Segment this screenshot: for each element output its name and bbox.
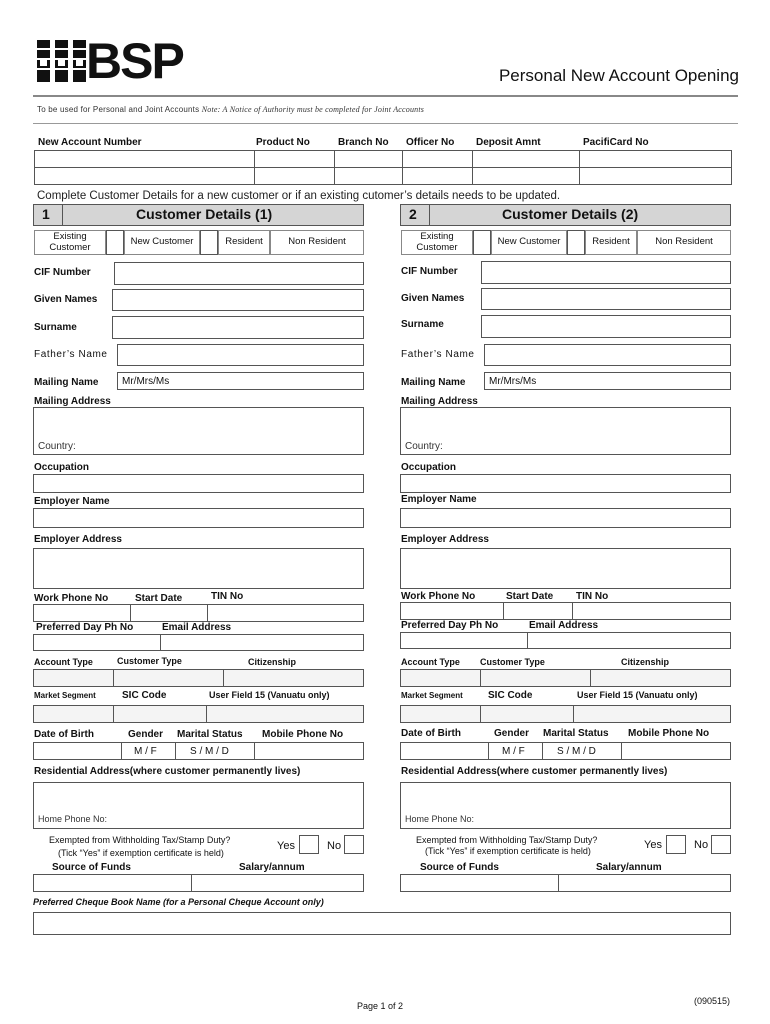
exempt-no-checkbox-1[interactable] (344, 835, 364, 854)
mobile-input-1[interactable] (254, 742, 364, 760)
col-officer-no: Officer No (406, 137, 455, 148)
source-funds-input-2[interactable] (400, 874, 559, 892)
market-segment-label-1: Market Segment (34, 691, 96, 700)
cheque-book-label: Preferred Cheque Book Name (for a Personal Cheque Account only) (33, 897, 324, 907)
email-label-1: Email Address (162, 622, 232, 633)
exempt-line1-1: Exempted from Withholding Tax/Stamp Duty? (49, 835, 231, 845)
pacificard-no-input-1[interactable] (579, 150, 732, 168)
fathers-name-input-2[interactable] (484, 344, 731, 366)
citizenship-input-1[interactable] (223, 669, 364, 687)
pacificard-no-input-2[interactable] (579, 167, 732, 185)
pref-day-ph-input-1[interactable] (33, 634, 161, 651)
given-names-label-2: Given Names (401, 293, 465, 304)
non-resident-option-1[interactable]: Non Resident (270, 230, 364, 255)
new-customer-checkbox-2[interactable] (567, 230, 585, 255)
mailing-name-value-1: Mr/Mrs/Ms (122, 376, 170, 387)
exempt-yes-checkbox-2[interactable] (666, 835, 686, 854)
mailing-address-label-1: Mailing Address (34, 396, 111, 407)
pref-day-ph-label-1: Preferred Day Ph No (36, 622, 134, 633)
cif-number-input-2[interactable] (481, 261, 731, 284)
citizenship-label-1: Citizenship (248, 657, 297, 667)
occupation-input-1[interactable] (33, 474, 364, 493)
cheque-book-input[interactable] (33, 912, 731, 935)
marital-options-2: S / M / D (557, 746, 596, 757)
mobile-label-1: Mobile Phone No (262, 729, 344, 740)
subtitle-prefix: To be used for Personal and Joint Accounts (37, 105, 200, 114)
branch-no-input-1[interactable] (334, 150, 403, 168)
product-no-input-2[interactable] (254, 167, 335, 185)
work-phone-label-1: Work Phone No (34, 593, 109, 604)
pref-day-ph-input-2[interactable] (400, 632, 528, 649)
user-field-input-2[interactable] (573, 705, 731, 723)
country-label-2: Country: (405, 441, 443, 452)
employer-address-input-2[interactable] (400, 548, 731, 589)
market-segment-label-2: Market Segment (401, 691, 463, 700)
gender-label-2: Gender (494, 728, 530, 739)
exempt-yes-label-1: Yes (277, 840, 295, 852)
account-type-label-2: Account Type (401, 657, 460, 667)
employer-name-label-2: Employer Name (401, 494, 477, 505)
instruction-text: Complete Customer Details for a new customer or if an existing cutomer’s details needs to be updated. (37, 190, 561, 202)
dob-label-1: Date of Birth (34, 729, 94, 740)
gender-options-1: M / F (134, 746, 157, 757)
panel-2-number: 2 (409, 206, 417, 222)
existing-customer-checkbox-2[interactable] (473, 230, 491, 255)
email-label-2: Email Address (529, 620, 599, 631)
citizenship-input-2[interactable] (590, 669, 731, 687)
existing-customer-option-2[interactable]: Existing Customer (401, 230, 473, 255)
existing-customer-checkbox-1[interactable] (106, 230, 124, 255)
existing-customer-option-1[interactable]: Existing Customer (34, 230, 106, 255)
mobile-input-2[interactable] (621, 742, 731, 760)
cif-number-input-1[interactable] (114, 262, 364, 285)
employer-address-label-1: Employer Address (34, 534, 122, 545)
market-segment-input-1[interactable] (33, 705, 114, 723)
exempt-no-checkbox-2[interactable] (711, 835, 731, 854)
new-customer-checkbox-1[interactable] (200, 230, 218, 255)
new-customer-option-1[interactable]: New Customer (124, 230, 200, 255)
fathers-name-input-1[interactable] (117, 344, 364, 366)
employer-name-label-1: Employer Name (34, 496, 110, 507)
employer-address-input-1[interactable] (33, 548, 364, 589)
logo-text: BSP (86, 33, 183, 89)
occupation-label-2: Occupation (401, 462, 457, 473)
sic-code-label-1: SIC Code (122, 690, 167, 701)
panel-2-title: Customer Details (2) (502, 206, 639, 222)
page-number: Page 1 of 2 (357, 1001, 404, 1011)
salary-label-2: Salary/annum (596, 862, 662, 873)
tin-input-2[interactable] (572, 602, 731, 620)
sic-code-label-2: SIC Code (488, 690, 533, 701)
user-field-label-1: User Field 15 (Vanuatu only) (209, 690, 330, 700)
tin-label-1: TIN No (211, 591, 244, 602)
start-date-label-2: Start Date (506, 591, 554, 602)
salary-input-1[interactable] (191, 874, 364, 892)
salary-label-1: Salary/annum (239, 862, 305, 873)
mailing-address-label-2: Mailing Address (401, 396, 478, 407)
panel-1-number: 1 (42, 206, 50, 222)
fathers-name-label-2: Father’s Name (401, 349, 475, 360)
branch-no-input-2[interactable] (334, 167, 403, 185)
page-title: Personal New Account Opening (498, 66, 739, 85)
resident-option-2[interactable]: Resident (585, 230, 637, 255)
start-date-label-1: Start Date (135, 593, 183, 604)
subtitle-rule (33, 123, 738, 124)
officer-no-input-2[interactable] (402, 167, 473, 185)
fathers-name-label-1: Father’s Name (34, 349, 108, 360)
employer-name-input-1[interactable] (33, 508, 364, 528)
dob-input-2[interactable] (400, 742, 489, 760)
non-resident-option-2[interactable]: Non Resident (637, 230, 731, 255)
gender-label-1: Gender (128, 729, 164, 740)
marital-options-1: S / M / D (190, 746, 229, 757)
user-field-label-2: User Field 15 (Vanuatu only) (577, 690, 698, 700)
mailing-name-value-2: Mr/Mrs/Ms (489, 376, 537, 387)
customer-type-label-1: Customer Type (117, 656, 182, 666)
exempt-yes-label-2: Yes (644, 839, 662, 851)
panel-1-title: Customer Details (1) (136, 206, 273, 222)
occupation-input-2[interactable] (400, 474, 731, 493)
col-product-no: Product No (256, 137, 310, 148)
header-rule (33, 95, 738, 97)
residential-label-2: Residential Address(where customer permanently lives) (401, 766, 668, 777)
subtitle-note: Note: A Notice of Authority must be completed for Joint Accounts (201, 105, 425, 114)
deposit-amnt-input-1[interactable] (472, 150, 580, 168)
surname-label-2: Surname (401, 319, 444, 330)
salary-input-2[interactable] (558, 874, 731, 892)
email-input-2[interactable] (527, 632, 731, 649)
account-type-input-2[interactable] (400, 669, 481, 687)
customer-type-input-2[interactable] (480, 669, 591, 687)
dob-input-1[interactable] (33, 742, 122, 760)
subtitle (37, 106, 424, 115)
col-pacificard-no: PacifiCard No (583, 137, 649, 148)
email-input-1[interactable] (160, 634, 364, 651)
pref-day-ph-label-2: Preferred Day Ph No (401, 620, 499, 631)
source-funds-label-1: Source of Funds (52, 862, 131, 873)
mailing-address-input-2[interactable] (400, 407, 731, 455)
sic-code-input-2[interactable] (480, 705, 574, 723)
country-label-1: Country: (38, 441, 76, 452)
bsp-logo-mark-icon (36, 38, 88, 84)
officer-no-input-1[interactable] (402, 150, 473, 168)
tin-input-1[interactable] (207, 604, 364, 622)
home-phone-label-1: Home Phone No: (38, 814, 108, 824)
mailing-name-label-2: Mailing Name (401, 377, 466, 388)
deposit-amnt-input-2[interactable] (472, 167, 580, 185)
start-date-input-1[interactable] (130, 604, 208, 622)
work-phone-input-2[interactable] (400, 602, 504, 620)
product-no-input-1[interactable] (254, 150, 335, 168)
panel-1-number-divider (62, 204, 63, 226)
new-account-number-input-1[interactable] (34, 150, 255, 168)
new-account-number-input-2[interactable] (34, 167, 255, 185)
given-names-input-1[interactable] (112, 289, 364, 311)
cif-number-label-2: CIF Number (401, 266, 458, 277)
source-funds-input-1[interactable] (33, 874, 192, 892)
cif-number-label-1: CIF Number (34, 267, 91, 278)
residential-label-1: Residential Address(where customer permanently lives) (34, 766, 301, 777)
employer-name-input-2[interactable] (400, 508, 731, 528)
customer-type-input-1[interactable] (113, 669, 224, 687)
mobile-label-2: Mobile Phone No (628, 728, 710, 739)
surname-input-1[interactable] (112, 316, 364, 339)
resident-option-1[interactable]: Resident (218, 230, 270, 255)
user-field-input-1[interactable] (206, 705, 364, 723)
given-names-input-2[interactable] (481, 288, 731, 310)
employer-address-label-2: Employer Address (401, 534, 489, 545)
citizenship-label-2: Citizenship (621, 657, 670, 667)
dob-label-2: Date of Birth (401, 728, 461, 739)
exempt-yes-checkbox-1[interactable] (299, 835, 319, 854)
market-segment-input-2[interactable] (400, 705, 481, 723)
customer-type-label-2: Customer Type (480, 657, 545, 667)
new-customer-option-2[interactable]: New Customer (491, 230, 567, 255)
exempt-no-label-2: No (694, 839, 709, 851)
col-deposit-amnt: Deposit Amnt (476, 137, 541, 148)
exempt-line2-2: (Tick “Yes” if exemption certificate is held) (425, 846, 591, 856)
source-funds-label-2: Source of Funds (420, 862, 499, 873)
gender-options-2: M / F (502, 746, 525, 757)
marital-label-2: Marital Status (543, 728, 609, 739)
work-phone-input-1[interactable] (33, 604, 131, 622)
form-code: (090515) (694, 996, 731, 1006)
panel-2-number-divider (429, 204, 430, 226)
start-date-input-2[interactable] (503, 602, 573, 620)
mailing-address-input-1[interactable] (33, 407, 364, 455)
bsp-logo (36, 33, 206, 89)
tin-label-2: TIN No (576, 591, 609, 602)
surname-input-2[interactable] (481, 315, 731, 338)
given-names-label-1: Given Names (34, 294, 98, 305)
exempt-line2-1: (Tick “Yes” if exemption certificate is held) (58, 848, 224, 858)
mailing-name-label-1: Mailing Name (34, 377, 99, 388)
account-type-label-1: Account Type (34, 657, 93, 667)
occupation-label-1: Occupation (34, 462, 90, 473)
work-phone-label-2: Work Phone No (401, 591, 476, 602)
sic-code-input-1[interactable] (113, 705, 207, 723)
marital-label-1: Marital Status (177, 729, 243, 740)
surname-label-1: Surname (34, 322, 77, 333)
account-type-input-1[interactable] (33, 669, 114, 687)
col-new-account-number: New Account Number (38, 137, 142, 148)
col-branch-no: Branch No (338, 137, 389, 148)
exempt-no-label-1: No (327, 840, 342, 852)
home-phone-label-2: Home Phone No: (405, 814, 475, 824)
exempt-line1-2: Exempted from Withholding Tax/Stamp Duty? (416, 835, 598, 845)
